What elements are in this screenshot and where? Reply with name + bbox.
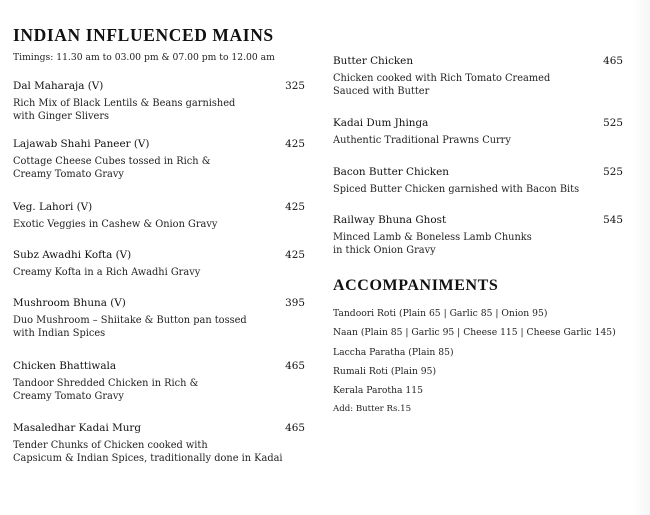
menu-item-chicken-bhattiwala [13,360,305,404]
menu-item-subz-awadhi-kofta [13,249,305,279]
item-name: Dal Maharaja (V) [13,80,104,92]
menu-item-lajawab-shahi-paneer [13,138,305,182]
menu-item-veg-lahori [13,201,305,231]
item-name: Lajawab Shahi Paneer (V) [13,138,150,150]
item-name: Subz Awadhi Kofta (V) [13,249,132,261]
item-description [333,72,623,99]
item-description-line: with Ginger Slivers [13,111,110,123]
item-description-line: Sauced with Butter [333,86,430,98]
item-description-line: Creamy Tomato Gravy [13,391,124,403]
item-description [333,134,623,147]
item-price: 465 [285,360,305,372]
accompaniment-kerala-parotha: Kerala Parotha 115 [333,385,423,396]
item-description [13,314,305,341]
menu-item-mushroom-bhuna [13,297,305,341]
accompaniment-tandoori-roti: Tandoori Roti (Plain 65 | Garlic 85 | Onion 95) [333,308,548,319]
item-description [13,97,305,124]
timings-text: Timings: 11.30 am to 03.00 pm & 07.00 pm to 12.00 am [13,52,275,63]
item-name: Bacon Butter Chicken [333,166,449,178]
item-price: 545 [603,214,623,226]
item-name: Mushroom Bhuna (V) [13,297,126,309]
menu-item-kadai-dum-jhinga [333,117,623,147]
item-price: 465 [285,422,305,434]
item-price: 425 [285,201,305,213]
item-description-line: Chicken cooked with Rich Tomato Creamed [333,73,551,84]
item-name: Butter Chicken [333,55,414,67]
menu-item-butter-chicken [333,55,623,99]
item-description-line: Exotic Veggies in Cashew & Onion Gravy [13,219,218,230]
item-description-line: Capsicum & Indian Spices, traditionally done in Kadai [13,453,283,465]
item-description-line: Spiced Butter Chicken garnished with Bacon Bits [333,184,580,195]
section-title-accompaniments: ACCOMPANIMENTS [333,277,499,294]
page-edge-shade [632,0,650,515]
item-price: 465 [603,55,623,67]
item-description-line: Cottage Cheese Cubes tossed in Rich & [13,156,211,167]
item-description-line: Tandoor Shredded Chicken in Rich & [13,378,199,389]
section-title-indian-mains: INDIAN INFLUENCED MAINS [13,25,274,45]
item-description-line: Creamy Tomato Gravy [13,169,124,181]
menu-item-bacon-butter-chicken [333,166,623,196]
item-description-line: Creamy Kofta in a Rich Awadhi Gravy [13,267,201,278]
item-name: Masaledhar Kadai Murg [13,422,142,434]
item-name: Veg. Lahori (V) [13,201,93,213]
item-name: Railway Bhuna Ghost [333,214,447,226]
item-description-line: Rich Mix of Black Lentils & Beans garnished [13,98,236,109]
item-price: 425 [285,138,305,150]
item-price: 525 [603,117,623,129]
accompaniment-laccha-paratha: Laccha Paratha (Plain 85) [333,347,454,358]
item-description [13,218,305,231]
item-price: 425 [285,249,305,261]
item-description [333,183,623,196]
item-name: Kadai Dum Jhinga [333,117,429,129]
accompaniment-add-butter: Add: Butter Rs.15 [333,404,412,414]
accompaniment-rumali-roti: Rumali Roti (Plain 95) [333,366,437,377]
item-description [13,155,305,182]
item-description-line: Tender Chunks of Chicken cooked with [13,440,208,451]
item-description [13,377,305,404]
accompaniment-naan: Naan (Plain 85 | Garlic 95 | Cheese 115 | Cheese Garlic 145) [333,327,616,338]
menu-item-railway-bhuna-ghost [333,214,623,258]
item-description-line: with Indian Spices [13,328,106,340]
item-price: 395 [285,297,305,309]
item-description [13,266,305,279]
item-price: 325 [285,80,305,92]
item-description-line: in thick Onion Gravy [333,245,436,257]
menu-item-dal-maharaja [13,80,305,124]
item-description [333,231,623,258]
item-description-line: Authentic Traditional Prawns Curry [333,135,511,146]
menu-item-masaledhar-kadai-murg [13,422,305,466]
item-name: Chicken Bhattiwala [13,360,117,372]
item-description-line: Duo Mushroom – Shiitake & Button pan tossed [13,315,247,326]
item-price: 525 [603,166,623,178]
item-description [13,439,305,466]
item-description-line: Minced Lamb & Boneless Lamb Chunks [333,232,532,243]
